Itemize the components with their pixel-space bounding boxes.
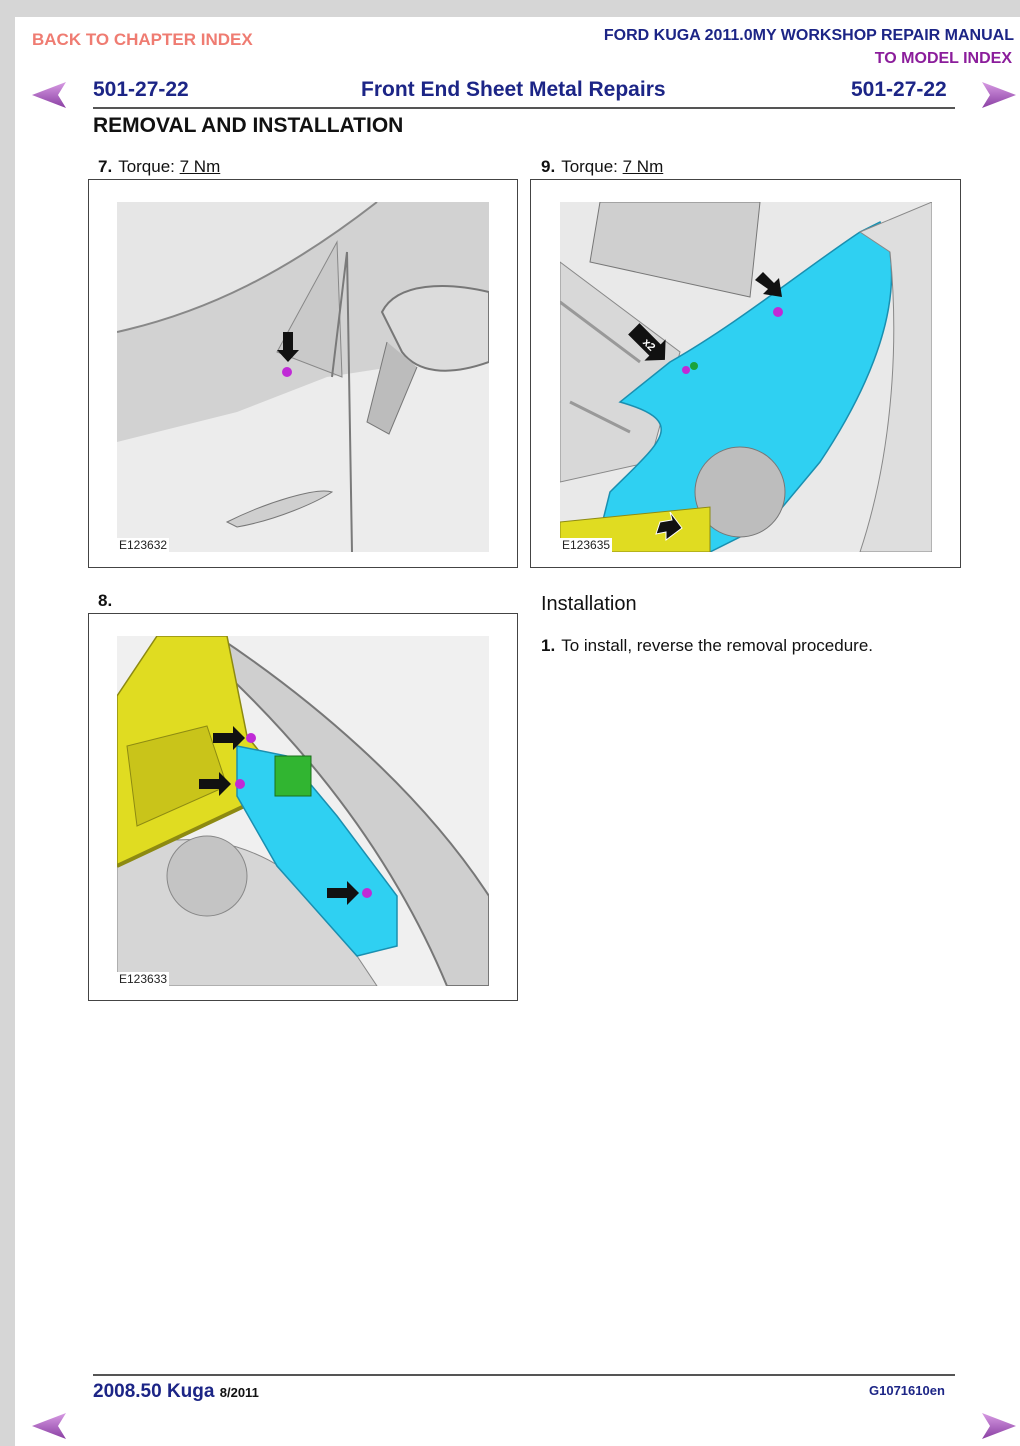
triangle-left-arrow-icon[interactable] (30, 1411, 68, 1441)
step-number: 9. (541, 157, 556, 176)
figure-id-label: E123633 (119, 972, 168, 986)
step-7-caption (98, 157, 220, 177)
torque-value-link[interactable]: 7 Nm (179, 157, 221, 176)
figure-step-7 (88, 179, 518, 568)
figure-id-label: E123632 (119, 538, 168, 552)
triangle-left-arrow-icon[interactable] (30, 80, 68, 110)
step-8-caption (98, 591, 118, 611)
section-number-left: 501-27-22 (93, 78, 189, 101)
back-to-chapter-index-link[interactable]: BACK TO CHAPTER INDEX (32, 30, 253, 49)
section-number-right: 501-27-22 (851, 78, 947, 101)
step-number: 7. (98, 157, 113, 176)
installation-heading: Installation (541, 593, 637, 615)
step-9-caption (541, 157, 663, 177)
figure-step-8 (88, 613, 518, 1001)
torque-label: Torque: (118, 157, 175, 176)
torque-label: Torque: (561, 157, 618, 176)
header-divider (93, 107, 955, 109)
section-title: Front End Sheet Metal Repairs (361, 78, 666, 101)
footer-model-name: 2008.50 Kuga (93, 1381, 215, 1402)
svg-text:x2: x2 (640, 336, 658, 354)
manual-title: FORD KUGA 2011.0MY WORKSHOP REPAIR MANUAL (603, 27, 1014, 44)
footer-date: 8/2011 (219, 1385, 259, 1400)
step-number: 1. (541, 636, 556, 655)
installation-step-1 (541, 636, 873, 656)
figure-step-9 (530, 179, 961, 568)
front-apron-illustration (117, 636, 489, 986)
torque-value-link[interactable]: 7 Nm (622, 157, 664, 176)
footer-code: G1071610en (869, 1383, 945, 1398)
step-number: 8. (98, 591, 113, 610)
step-text: To install, reverse the removal procedure. (561, 636, 873, 655)
page-subtitle: REMOVAL AND INSTALLATION (93, 114, 404, 137)
footer-model (93, 1381, 259, 1403)
triangle-right-arrow-icon[interactable] (980, 1411, 1018, 1441)
figure-id-label: E123635 (562, 538, 611, 552)
to-model-index-link[interactable]: TO MODEL INDEX (874, 50, 1012, 67)
door-mirror-illustration (117, 202, 489, 552)
front-fender-illustration (560, 202, 932, 552)
footer-divider (93, 1374, 955, 1376)
triangle-right-arrow-icon[interactable] (980, 80, 1018, 110)
